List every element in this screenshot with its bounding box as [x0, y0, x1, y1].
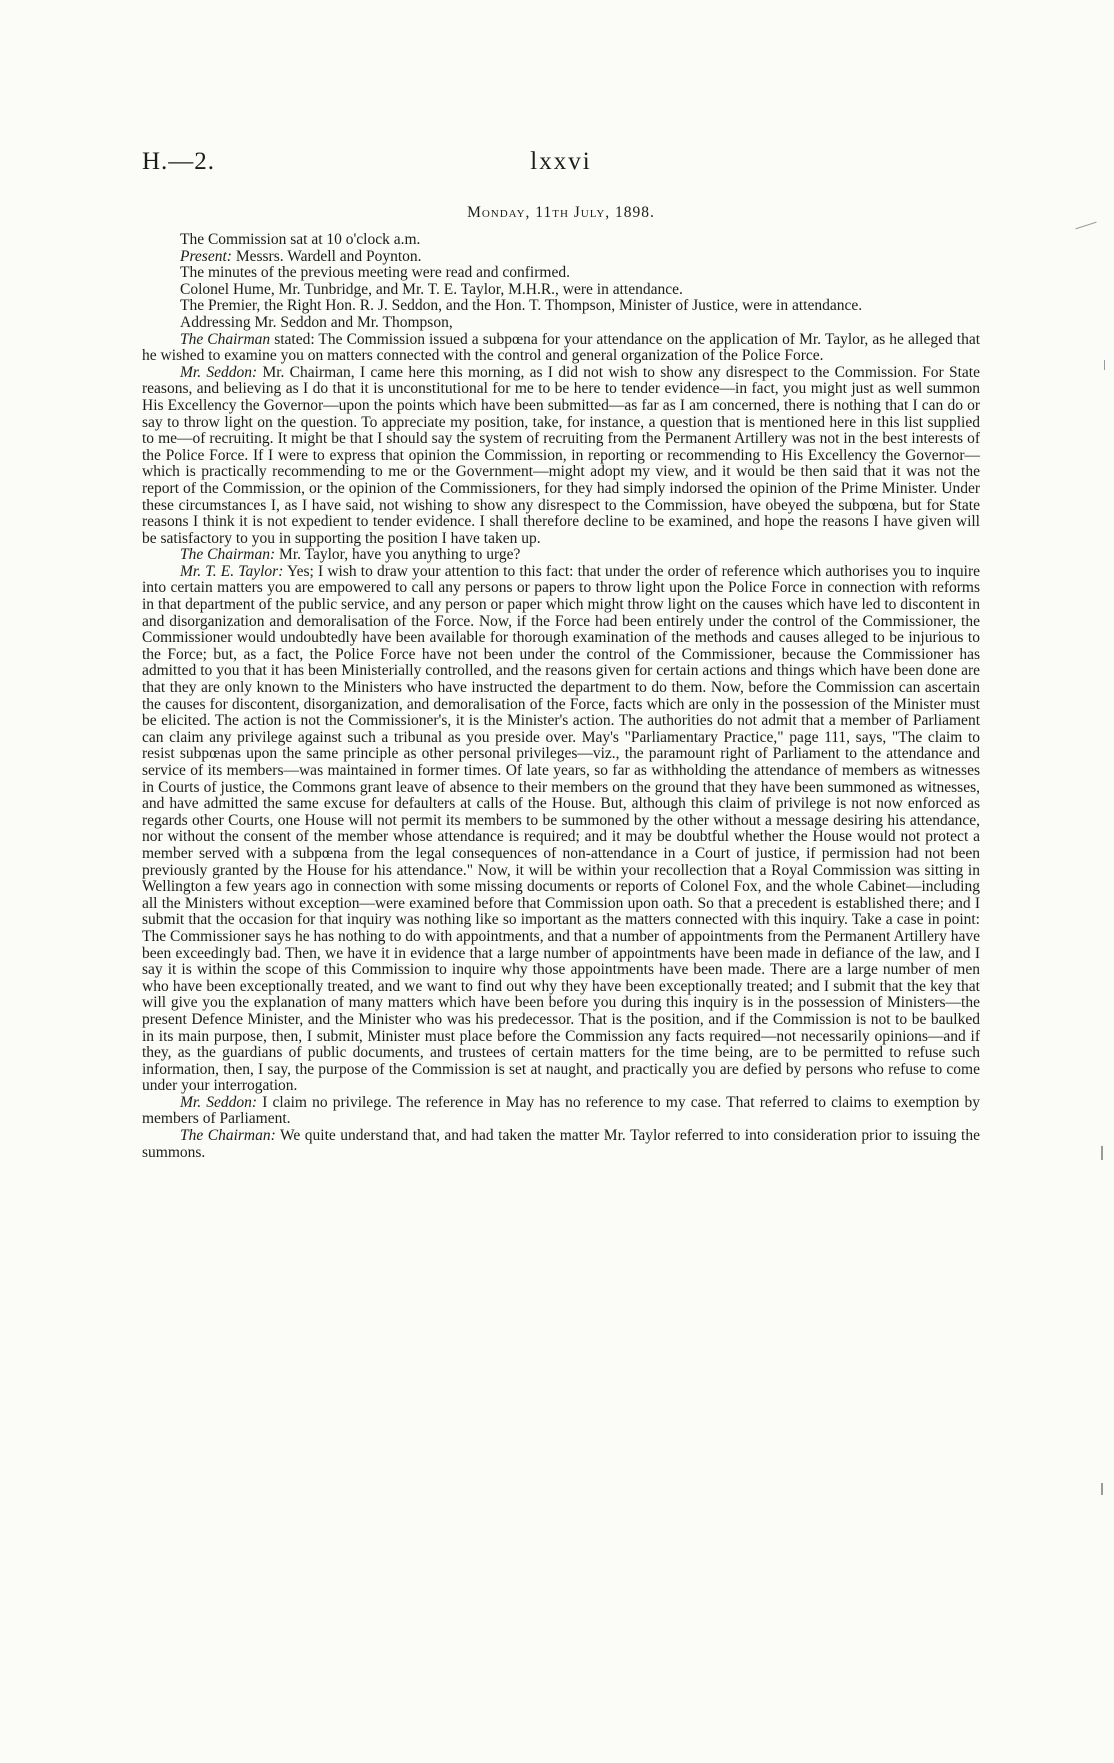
paragraph: The minutes of the previous meeting were read and confirmed. — [180, 264, 570, 282]
paragraph: Present: Messrs. Wardell and Poynton. — [180, 247, 422, 265]
paragraph: The Premier, the Right Hon. R. J. Seddon, and the Hon. T. Thompson, Minister of Justice, were in attendance. — [180, 297, 863, 315]
paragraph: Mr. Seddon: Mr. Chairman, I came here this morning, as I did not wish to show any disrespect to the Commission. For State reasons, and believing as I do that it is unconstitutional for me to be here to tender evidence—in fact, you might just as well summon His Excellency the Governor—upon the points which have been submitted—as far as I am concerned, there is nothing that I can do or say to throw light on the question. To appreciate my position, take, for instance, a question that is mentioned here in this list supplied to me—of recruiting. It might be that I should say the system of recruiting from the Permanent Artillery was not in the best interests of the Police Force. If I were to express that opinion the Commission, in reporting or recommending to His Excellency the Governor—which is practically recommending to me or the Government—might adopt my view, and it would be then said that it was not the report of the Commission, or the opinion of the Commissioners, for they had simply indorsed the opinion of the Prime Minister. Under these circumstances I, as I have said, not wishing to show any disrespect to the Commission, have obeyed the subpœna, but for State reasons I think it is not expedient to tender evidence. I shall therefore decline to be examined, and hope the reasons I have given will be satisfactory to you in supporting the position I have taken up. — [142, 363, 980, 547]
paragraph: Addressing Mr. Seddon and Mr. Thompson, — [180, 313, 453, 331]
scan-mark — [1104, 360, 1105, 370]
paragraph: Mr. T. E. Taylor: Yes; I wish to draw your attention to this fact: that under the order of reference which authorises you to inquire into certain matters you are empowered to call any persons or papers to throw light upon the Police Force in connection with reforms in that department of the public service, and any person or paper which might throw light on the causes which have led to discontent in and disorganization and demoralisation of the Force. Now, if the Force had been entirely under the control of the Commissioner, the Commissioner would undoubtedly have been available for thorough examination of the methods and causes alleged to be injurious to the Force; but, as a fact, the Police Force have not been under the control of the Commissioner, because the Commissioner has admitted to you that it has been Ministerially controlled, and the reasons given for certain actions and things which have been done are that they are only known to the Ministers who have instructed the department to do them. Now, before the Commission can ascertain the causes for discontent, disorganization, and demoralisation of the Force, facts which are only in the possession of the Minister must be elicited. The action is not the Commissioner's, it is the Minister's action. The authorities do not admit that a member of Parliament can claim any privilege against such a tribunal as you preside over. May's "Parliamentary Practice," page 111, says, "The claim to resist subpœnas upon the same principle as other personal privileges—viz., the paramount right of Parliament to the attendance and service of its members—was maintained in former times. Of late years, so far as withholding the attendance of members as witnesses in Courts of justice, the Commons grant leave of absence to their members on the ground that they have been summoned as witnesses, and have admitted the same excuse for defaulters at calls of the House. But, although this claim of privilege is not now enforced as regards other Courts, one House will not permit its members to be summoned by the other without a message desiring his attendance, nor without the consent of the member whose attendance is required; and it may be doubtful whether the House would not protect a member served with a subpœna from the legal consequences of non-attendance in a Court of justice, if permission had not been previously granted by the House for his attendance." Now, it will be within your recollection that a Royal Commission was sitting in Wellington a few years ago in connection with some missing documents or reports of Colonel Fox, and the whole Cabinet—including all the Ministers without exception—were examined before that Commission upon oath. So that a precedent is established there; and I submit that the occasion for that inquiry was nothing like so important as the matters connected with this inquiry. Take a case in point: The Commissioner says he has nothing to do with appointments, and that a number of appointments from the Permanent Artillery have been exceedingly bad. Then, we have it in evidence that a large number of appointments have been made in defiance of the law, and I say it is within the scope of this Commission to inquire why those appointments have been made. There are a large number of men who have been exceptionally treated, and we want to find out why they have been exceptionally treated; and I submit that the key that will give you the explanation of many matters which have been before you during this inquiry is in the possession of Ministers—the present Defence Minister, and the Minister who was his predecessor. That is the position, and if the Commission is not to be baulked in its main purpose, then, I submit, Minister must place before the Commission any facts required—not necessarily opinions—and if they, as the guardians of public documents, and trustees of certain matters for the time being, are to be permitted to refuse such information, then, I say, the purpose of the Commission is set at naught, and practically you are defied by persons who refuse to come under your interrogation. — [142, 562, 980, 1095]
minutes-body — [142, 232, 980, 1161]
page-header — [142, 148, 980, 182]
scan-mark — [1101, 1483, 1103, 1495]
paragraph: The Chairman stated: The Commission issued a subpœna for your attendance on the application of Mr. Taylor, as he alleged that he wished to examine you on matters connected with the control and general organization of the Police Force. — [142, 330, 980, 365]
paragraph: The Chairman: We quite understand that, and had taken the matter Mr. Taylor referred to into consideration prior to issuing the summons. — [142, 1127, 980, 1161]
paragraph: The Commission sat at 10 o'clock a.m. — [180, 231, 421, 248]
session-date: Monday, 11th July, 1898. — [467, 204, 655, 221]
scan-mark — [1075, 222, 1096, 230]
scan-mark — [1101, 1146, 1103, 1160]
paragraph: Colonel Hume, Mr. Tunbridge, and Mr. T. E. Taylor, M.H.R., were in attendance. — [180, 280, 683, 298]
paragraph: The Chairman: Mr. Taylor, have you anything to urge? — [180, 546, 521, 564]
paragraph: Mr. Seddon: I claim no privilege. The reference in May has no reference to my case. That referred to claims to exemption by members of Parliament. — [142, 1093, 980, 1128]
page-number: lxxvi — [530, 148, 592, 175]
paper-reference: H.—2. — [142, 148, 216, 175]
